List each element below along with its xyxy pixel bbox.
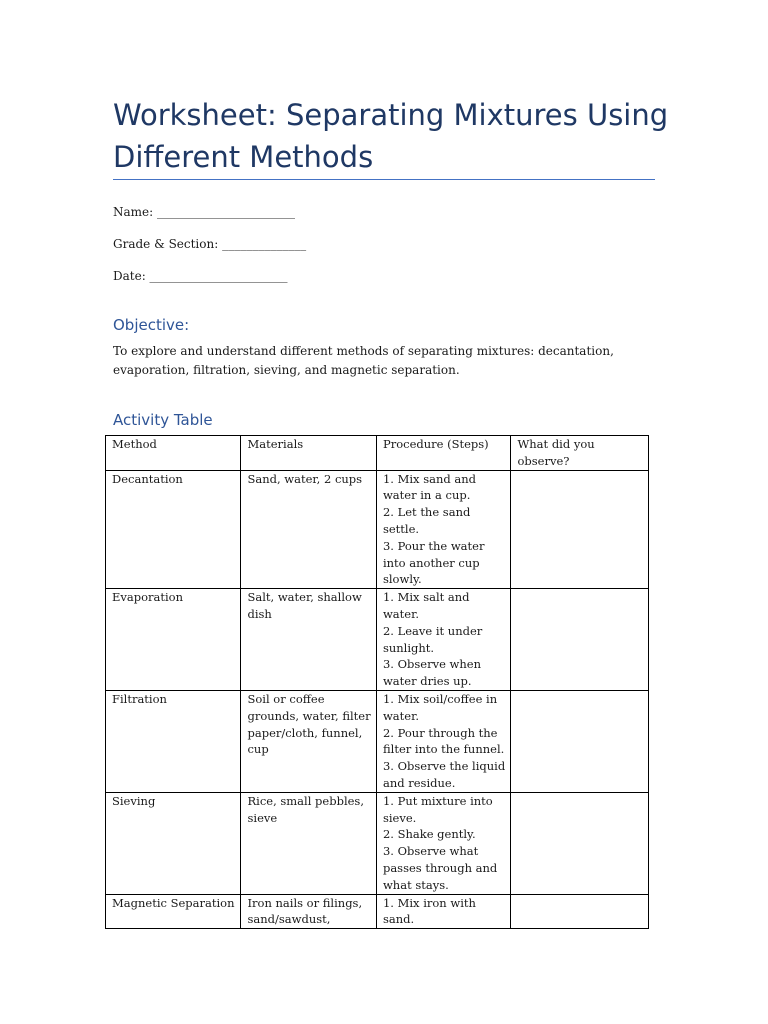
procedure-step: 3. Observe the liquid and residue. xyxy=(382,759,506,790)
procedure-cell xyxy=(376,470,510,589)
activity-table xyxy=(105,435,649,929)
procedure-cell xyxy=(376,690,510,792)
method-cell: Evaporation xyxy=(106,589,241,691)
procedure-step: 2. Pour through the filter into the funnel. xyxy=(382,725,505,757)
table-row xyxy=(106,589,649,691)
procedure-step: 3. Observe when water dries up. xyxy=(382,657,482,689)
materials-cell: Salt, water, shallow dish xyxy=(241,589,376,691)
method-cell: Sieving xyxy=(106,792,241,894)
table-row xyxy=(106,470,649,589)
activity-table-body xyxy=(106,470,649,929)
table-row xyxy=(106,894,649,929)
procedure-step: 2. Shake gently. xyxy=(382,827,476,842)
procedure-cell xyxy=(376,589,510,691)
method-cell: Magnetic Separation xyxy=(106,894,241,929)
page-title: Worksheet: Separating Mixtures Using Different Methods xyxy=(113,98,669,174)
procedure-step: 3. Observe what passes through and what stays. xyxy=(382,844,498,892)
procedure-step: 1. Mix sand and water in a cup. xyxy=(382,471,476,503)
materials-cell: Iron nails or filings, sand/sawdust, xyxy=(241,894,376,929)
observation-cell[interactable] xyxy=(511,589,649,691)
objective-text: To explore and understand different methods of separating mixtures: decantation, evaporation, filtration, sieving, and magnetic separation. xyxy=(113,344,614,377)
procedure-cell xyxy=(376,792,510,894)
method-cell: Decantation xyxy=(106,470,241,589)
header-procedure: Procedure (Steps) xyxy=(376,436,510,471)
procedure-step: 1. Mix soil/coffee in water. xyxy=(382,691,498,723)
header-method: Method xyxy=(106,436,241,471)
procedure-step: 1. Mix salt and water. xyxy=(382,590,470,621)
table-row xyxy=(106,690,649,792)
header-materials: Materials xyxy=(241,436,376,471)
header-observation: What did you observe? xyxy=(511,436,649,471)
materials-cell: Rice, small pebbles, sieve xyxy=(241,792,376,894)
objective-heading: Objective: xyxy=(113,316,190,334)
name-field: Name: _______________________ xyxy=(113,205,295,219)
observation-cell[interactable] xyxy=(511,792,649,894)
materials-cell: Sand, water, 2 cups xyxy=(241,470,376,589)
activity-table-heading: Activity Table xyxy=(113,411,213,429)
procedure-step: 3. Pour the water into another cup slowly. xyxy=(382,538,485,587)
observation-cell[interactable] xyxy=(511,690,649,792)
procedure-step: 1. Mix iron with sand. xyxy=(382,895,476,927)
observation-cell[interactable] xyxy=(511,470,649,589)
procedure-step: 2. Let the sand settle. xyxy=(382,505,471,536)
method-cell: Filtration xyxy=(106,690,241,792)
grade-section-field: Grade & Section: ______________ xyxy=(113,237,307,251)
table-header-row xyxy=(106,436,649,471)
procedure-cell xyxy=(376,894,510,929)
table-row xyxy=(106,792,649,894)
procedure-step: 1. Put mixture into sieve. xyxy=(382,793,493,825)
materials-cell: Soil or coffee grounds, water, filter paper/cloth, funnel, cup xyxy=(241,690,376,792)
procedure-step: 2. Leave it under sunlight. xyxy=(382,623,483,655)
observation-cell[interactable] xyxy=(511,894,649,929)
title-divider xyxy=(113,179,655,180)
date-field: Date: _______________________ xyxy=(113,269,288,283)
